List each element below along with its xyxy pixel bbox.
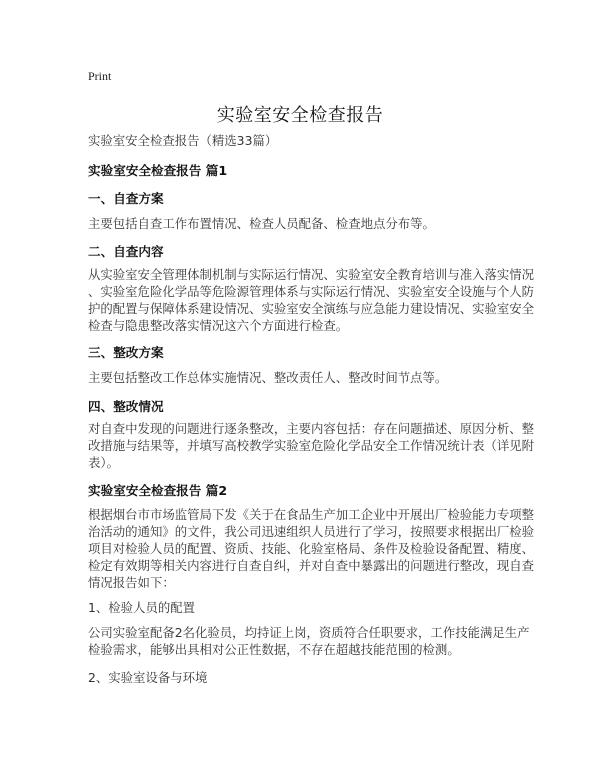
section-heading: 一、自查方案 [88,191,164,206]
paragraph-line: 对自查中发现的问题进行逐条整改，主要内容包括：存在问题描述、原因分析、整 [88,421,535,436]
paragraph-line: 从实验室安全管理体制机制与实际运行情况、实验室安全教育培训与准入落实情况 [88,267,535,282]
article1-heading: 实验室安全检查报告 篇1 [88,163,228,178]
article2-intro [88,506,535,591]
paragraph-line: 根据烟台市市场监管局下发《关于在食品生产加工企业中开展出厂检验能力专项整 [88,507,535,522]
paragraph-line: 治活动的通知》的文件，我公司迅速组织人员进行了学习，按照要求根据出厂检验 [88,524,535,539]
section-heading: 三、整改方案 [88,345,164,360]
document-subtitle: 实验室安全检查报告（精选33篇） [88,133,278,148]
paragraph-line: 公司实验室配备2名化验员，均持证上岗，资质符合任职要求，工作技能满足生产 [88,625,530,640]
section-heading: 二、自查内容 [88,244,164,259]
section-text: 主要包括整改工作总体实施情况、整改责任人、整改时间节点等。 [88,370,448,385]
paragraph-line: 检定有效期等相关内容进行自查自纠，并对自查中暴露出的问题进行整改，现自查 [88,558,535,573]
document-title: 实验室安全检查报告 [216,105,384,126]
paragraph-line: 情况报告如下： [88,575,175,590]
paragraph-line: 检查与隐患整改落实情况这六个方面进行检查。 [88,318,349,333]
section-heading: 四、整改情况 [88,399,164,414]
item1-heading: 1、检验人员的配置 [88,600,196,615]
paragraph-line: 、实验室危险化学品等危险源管理体系与实际运行情况、实验室安全设施与个人防 [88,284,535,299]
paragraph-line: 检验需求，能够出具相对公正性数据，不存在超越技能范围的检测。 [88,642,460,657]
article2-heading: 实验室安全检查报告 篇2 [88,483,228,498]
section-text: 主要包括自查工作布置情况、检查人员配备、检查地点分布等。 [88,216,435,231]
paragraph-line: 护的配置与保障体系建设情况、实验室安全演练与应急能力建设情况、实验室安全 [88,301,535,316]
item1-paragraph [88,624,530,658]
paragraph-line: 项目对检验人员的配置、资质、技能、化验室格局、条件及检验设备配置、精度、 [88,541,535,556]
paragraph-line: 表）。 [88,455,119,470]
print-label[interactable]: Print [88,69,112,83]
section-paragraph [88,420,535,471]
item2-heading: 2、实验室设备与环境 [88,670,208,685]
paragraph-line: 改措施与结果等，并填写高校教学实验室危险化学品安全工作情况统计表（详见附 [88,438,535,453]
section-paragraph [88,266,535,334]
